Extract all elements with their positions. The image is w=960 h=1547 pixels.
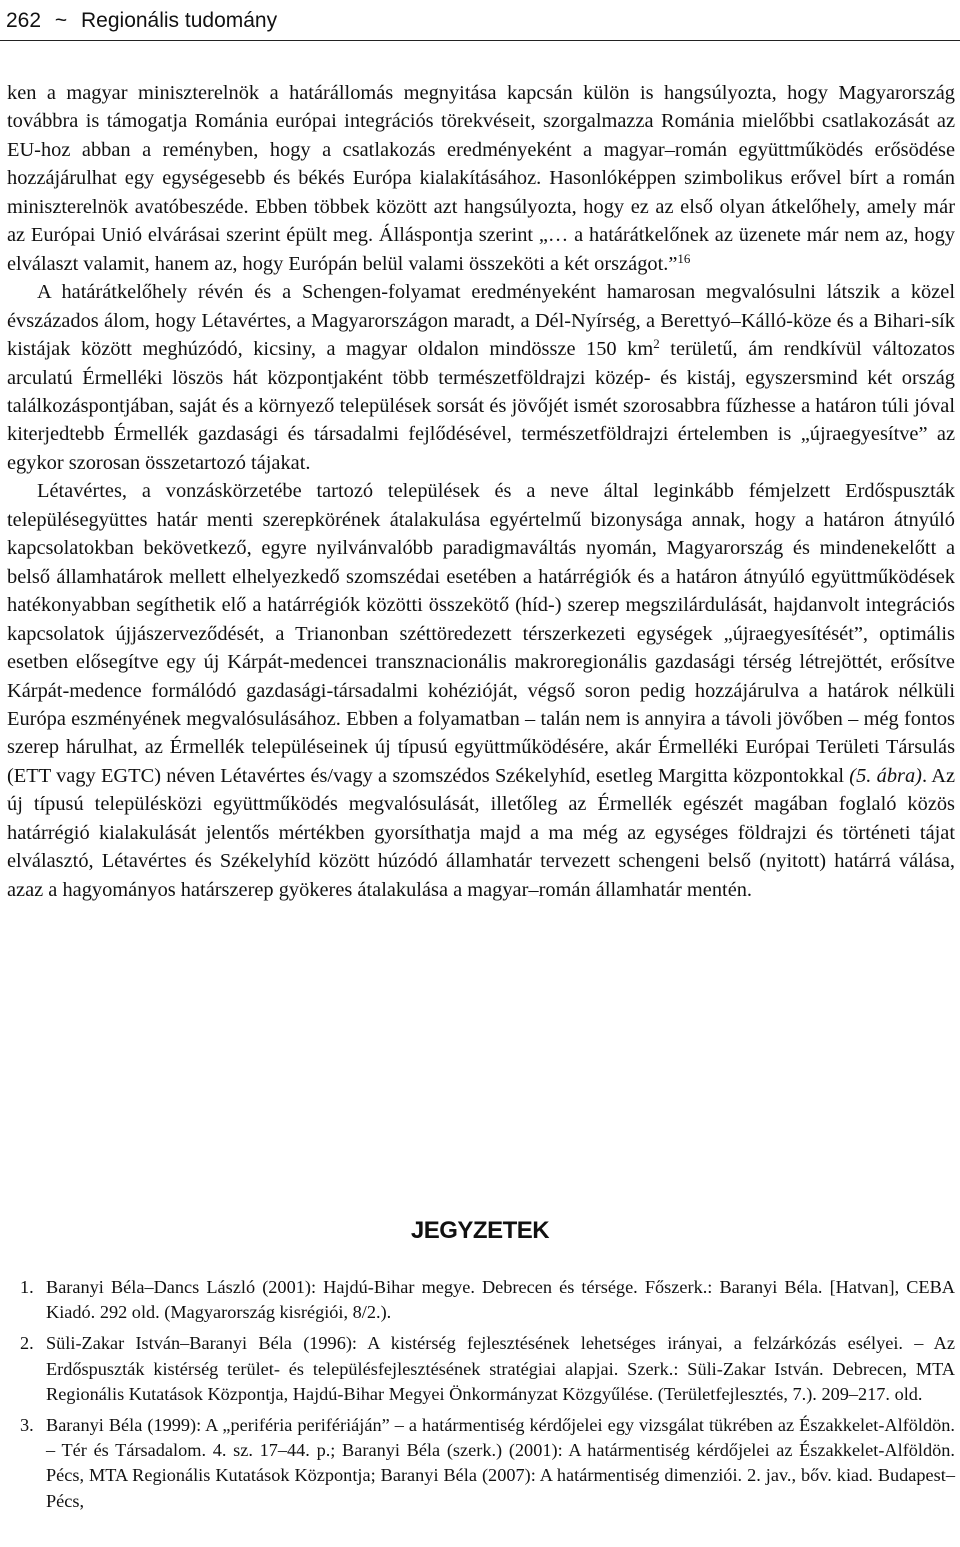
paragraph-text: területű, ám rendkívül változatos arculatú Érmelléki löszös hát központjaként több természetföldrajzi közép- és kistáj, egyszersmind két ország találkozáspontjában, saját és a környező települések sorsát és jövőjét ismét szorosabbra fűzhesse a határon túli jóval kiterjedtebb Érmellék gazdasági és társadalmi fejlődésével, természetföldrajzi értelemben is „újraegyesítve” az egykor szorosan összetartozó tájakat. (7, 338, 955, 474)
notes-title: JEGYZETEK (410, 1217, 550, 1244)
body-paragraph (7, 79, 955, 278)
note-number: 1. (20, 1277, 34, 1297)
note-number: 3. (20, 1415, 34, 1436)
journal-title: Regionális tudomány (81, 9, 278, 32)
body-paragraph (7, 278, 955, 477)
note-text: Baranyi Béla (1999): A „periféria perifériáján” – a határmentiség kérdőjelei egy vizsgálat tükrében az Északkelet-Alföldön. – Tér és Társadalom. 4. sz. 17–44. p.; Baranyi Béla (szerk.) (2001): A határmentiség kérdőjelei az Északkelet-Alföldön. Pécs, MTA Regionális Kutatások Központja; Baranyi Béla (2007): A határmentiség dimenziói. 2. jav., bőv. kiad. Budapest–Pécs, (46, 1415, 955, 1511)
note-text: Süli-Zakar István–Baranyi Béla (1996): A kistérség fejlesztésének lehetséges irányai, a felzárkózás esélyei. – Az Erdőspuszták kistérség terület- és településfejlesztésének stratégiai alapjai. Szerk.: Süli-Zakar István. Debrecen, MTA Regionális Kutatások Központja, Hajdú-Bihar Megyei Önkormányzat Közgyűlése. (Területfejlesztés, 7.). 209–217. old. (46, 1333, 955, 1404)
note-text: Baranyi Béla–Dancs László (2001): Hajdú-Bihar megye. Debrecen és térsége. Főszerk.: Baranyi Béla. [Hatvan], CEBA Kiadó. 292 old. (Magyarország kisrégiói, 8/2.). (46, 1277, 955, 1323)
superscript: 2 (653, 336, 660, 352)
header-separator: ~ (54, 9, 68, 32)
paragraph-text: A határátkelőhely révén és a Schengen-folyamat eredményeként hamarosan megvalósulni látszik a közel évszázados álom, hogy Létavértes, a Magyarországon maradt, a Dél-Nyírség, a Berettyó–Kálló-köze és a Bihari-sík kistájak között meghúzódó, kicsiny, a magyar oldalon mindössze 150 km (7, 281, 955, 361)
paragraph-text: Létavértes, a vonzáskörzetébe tartozó települések és a neve által leginkább fémjelzett Erdőspuszták településegyüttes határ menti szerepkörének átalakulása egyértelmű bizonysága annak, hogy a határon átnyúló kapcsolatokban bekövetkező, egyre nyilvánvalóbb paradigmaváltás nyomán, Magyarország és mindenekelőtt a belső államhatárok mellett elhelyezkedő szomszédai esetében a határrégiók és a határon átnyúló együttműködések hatékonyabban segíthetik elő a határrégiók közötti összekötő (híd-) szerep megszilárdulását, hajdanvolt integrációs kapcsolatok újjászerveződését, a Trianonban széttöredezett térszerkezeti egységek „újraegyesítését”, optimális esetben elősegítve egy új Kárpát-medencei transznacionális makroregionális gazdasági térség létrejöttét, erősítve Kárpát-medence formálódó gazdasági-társadalmi kohézióját, végső soron pedig hozzájárulva a határok nélküli Európa eszményének megvalósulásához. Ebben a folyamatban – talán nem is annyira a távoli jövőben – még fontos szerep hárulhat, az Érmellék településeinek új típusú együttműködésére, akár Érmelléki Európai Területi Társulás (ETT vagy EGTC) néven Létavértes és/vagy a szomszédos Székelyhíd, esetleg Margitta központokkal (7, 480, 955, 787)
note-item (20, 1331, 955, 1407)
note-item (20, 1413, 955, 1514)
running-header (0, 0, 960, 41)
note-number: 2. (20, 1333, 34, 1354)
body-text (7, 79, 955, 904)
superscript: 16 (677, 250, 691, 266)
body-paragraph (7, 477, 955, 904)
page-number: 262 (6, 9, 42, 32)
paragraph-text: ken a magyar miniszterelnök a határállomás megnyitása kapcsán külön is hangsúlyozta, hogy Magyarország továbbra is támogatja Románia európai integrációs törekvéseit, szorgalmazza Románia mielőbbi csatlakozását az EU-hoz abban a reményben, hogy a csatlakozás eredményeként a magyar–román együttműködés erősödése hozzájárulhat egy egységesebb és békés Európa kialakításához. Hasonlóképpen szimbolikus erővel bírt a román miniszterelnök avatóbeszéde. Ebben többek között azt hangsúlyozta, hogy ez az első olyan átkelőhely, amely már az Európai Unió elvárásai szerint épült meg. Álláspontja szerint „… a határátkelőnek az üzenete már nem az, hogy elválaszt valamit, hanem az, hogy Európán belül valami összeköti a két országot.” (7, 82, 955, 275)
notes-list (20, 1275, 955, 1520)
note-item (20, 1275, 955, 1325)
paragraph-text: . Az új típusú településközi együttműködés megvalósulását, illetőleg az Érmellék egészét magában foglaló közös határrégió kialakulását jelentős mértékben gyorsíthatja majd a ma még az egységes földrajzi és történeti tájat elválasztó, Létavértes és Székelyhíd között húzódó államhatár tervezett schengeni belső (nyitott) határrá válása, azaz a hagyományos határszerep gyökeres átalakulása a magyar–román államhatár mentén. (7, 764, 955, 901)
figure-reference: (5. ábra) (849, 764, 922, 787)
